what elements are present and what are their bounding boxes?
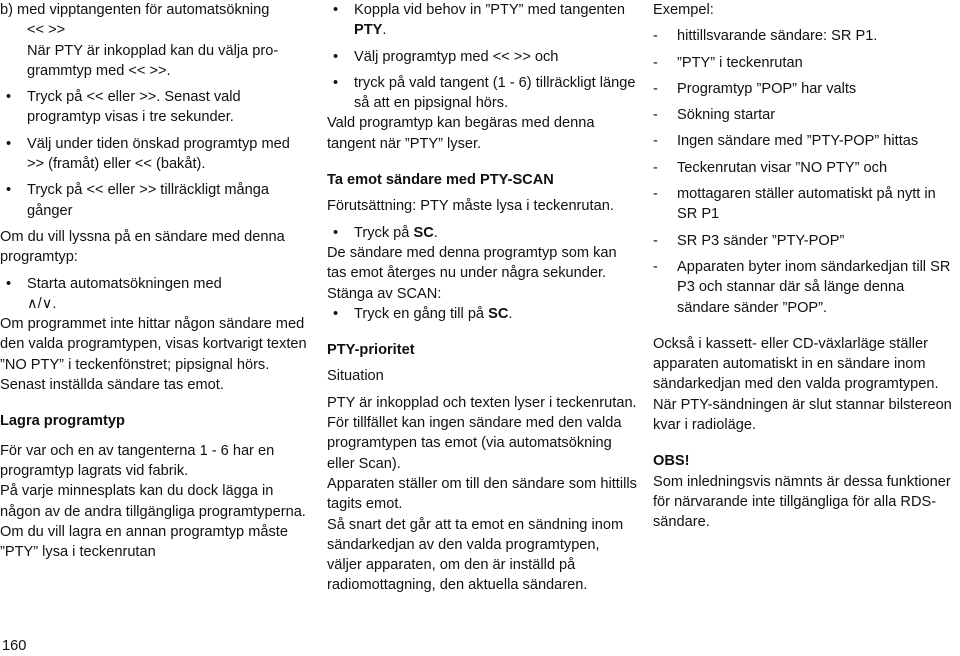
situation-label: Situation xyxy=(327,368,384,385)
heading-pty-priority: PTY-prioritet xyxy=(327,342,415,359)
example-title: Exempel: xyxy=(653,2,714,18)
bullet-enable-pty: • Koppla vid behov in ”PTY” med tangenten PTY. xyxy=(327,0,637,41)
no-station-paragraph: För tillfället kan ingen sändare med den valda programtypen tas emot (via automatsökning eller Scan). xyxy=(327,415,622,472)
bullet-press-enough: • Tryck på << eller >> tillräckligt många gånger xyxy=(0,180,310,221)
bullet-choose-type: • Välj programtyp med << >> och xyxy=(327,47,637,67)
stop-scan-label: Stänga av SCAN: xyxy=(327,285,442,302)
example-item: - hittillsvarande sändare: SR P1. xyxy=(653,26,960,46)
item-b-keys: << >> xyxy=(27,22,66,39)
bullet-press-preset: • tryck på vald tangent (1 - 6) tillräckligt länge så att en pipsignal hörs. xyxy=(327,73,637,114)
bullet-press-sc: • Tryck på SC. xyxy=(327,223,637,243)
column-right xyxy=(653,0,960,533)
example-item: - Apparaten byter inom sändarkedjan till SR P3 och stannar där så länge denna sändare sänder ”POP”. xyxy=(653,257,960,318)
prerequisite-paragraph: Förutsättning: PTY måste lysa i teckenrutan. xyxy=(327,198,614,215)
example-item: - mottagaren ställer automatiskt på nytt in SR P1 xyxy=(653,184,960,225)
example-item: - Programtyp ”POP” har valts xyxy=(653,79,960,99)
example-item: - Sökning startar xyxy=(653,105,960,125)
press-sc-text: Tryck på xyxy=(354,224,414,241)
page-number: 160 xyxy=(2,638,27,654)
rds-note-paragraph: Som inledningsvis nämnts är dessa funktioner för närvarande inte tillgängliga för alla RDS-sändare. xyxy=(653,473,951,531)
item-b-label: b) med vipptangenten för automatsökning xyxy=(0,2,270,18)
press-sc-again-text: Tryck en gång till på xyxy=(354,305,489,322)
recall-paragraph: Vald programtyp kan begäras med denna tangent när ”PTY” lyser. xyxy=(327,115,595,152)
example-item: - Teckenrutan visar ”NO PTY” och xyxy=(653,158,960,178)
pty-select-intro: När PTY är inkopplad kan du välja pro-grammtyp med << >>. xyxy=(27,42,279,79)
scan-result-paragraph: De sändare med denna programtyp som kan tas emot återges nu under några sekunder. xyxy=(327,244,617,282)
listen-intro: Om du vill lyssna på en sändare med denna programtyp: xyxy=(0,228,285,266)
example-item: - SR P3 sänder ”PTY-POP” xyxy=(653,231,960,251)
switch-paragraph: Så snart det går att ta emot en sändning inom sändarkedjan av den valda programtypen, väljer apparaten, om den är inställd på radiomottagning, den aktuella sändaren. xyxy=(327,516,624,594)
obs-heading: OBS! xyxy=(653,453,690,470)
bullet-press-sc-again: • Tryck en gång till på SC. xyxy=(327,304,637,324)
cassette-cd-paragraph: Också i kassett- eller CD-växlarläge ställer apparaten automatiskt in en sändare inom sändarkedjan med den valda programtypen. När PTY-sändningen är slut stannar bilstereon kvar i radioläge. xyxy=(653,335,952,434)
pty-key-label: PTY xyxy=(354,22,383,39)
no-pty-paragraph: Om programmet inte hittar någon sändare med den valda programtypen, visas kortvarigt texten ”NO PTY” i teckenfönstret; pipsignal hörs. Senast inställda sändare tas emot. xyxy=(0,316,307,394)
sc-key-label: SC xyxy=(413,224,434,241)
bullet-start-search xyxy=(0,274,310,315)
example-item: - ”PTY” i teckenrutan xyxy=(653,53,960,73)
heading-pty-scan: Ta emot sändare med PTY-SCAN xyxy=(327,172,554,189)
up-down-symbols: ∧/∨. xyxy=(27,295,57,312)
memory-slot-paragraph: På varje minnesplats kan du dock lägga in någon av de andra tillgängliga programtyperna. xyxy=(0,483,306,520)
column-left xyxy=(0,0,310,562)
store-other-paragraph: Om du vill lagra en annan programtyp måste ”PTY” lysa i teckenrutan xyxy=(0,523,288,561)
example-item: - Ingen sändare med ”PTY-POP” hittas xyxy=(653,131,960,151)
start-search-text: Starta automatsökningen med xyxy=(27,275,222,292)
sc-key-label-2: SC xyxy=(488,305,509,322)
heading-store-program-type: Lagra programtyp xyxy=(0,413,125,430)
bullet-press-keys: • Tryck på << eller >>. Senast vald programtyp visas i tre sekunder. xyxy=(0,87,310,128)
fallback-paragraph: Apparaten ställer om till den sändare som hittills tagits emot. xyxy=(327,475,637,513)
column-middle xyxy=(327,0,637,596)
pty-on-paragraph: PTY är inkopplad och texten lyser i teckenrutan. xyxy=(327,394,637,411)
enable-pty-text: Koppla vid behov in ”PTY” med tangenten xyxy=(354,2,625,18)
bullet-select-type: • Välj under tiden önskad programtyp med >> (framåt) eller << (bakåt). xyxy=(0,134,310,175)
factory-preset-paragraph: För var och en av tangenterna 1 - 6 har en programtyp lagrats vid fabrik. xyxy=(0,442,275,479)
